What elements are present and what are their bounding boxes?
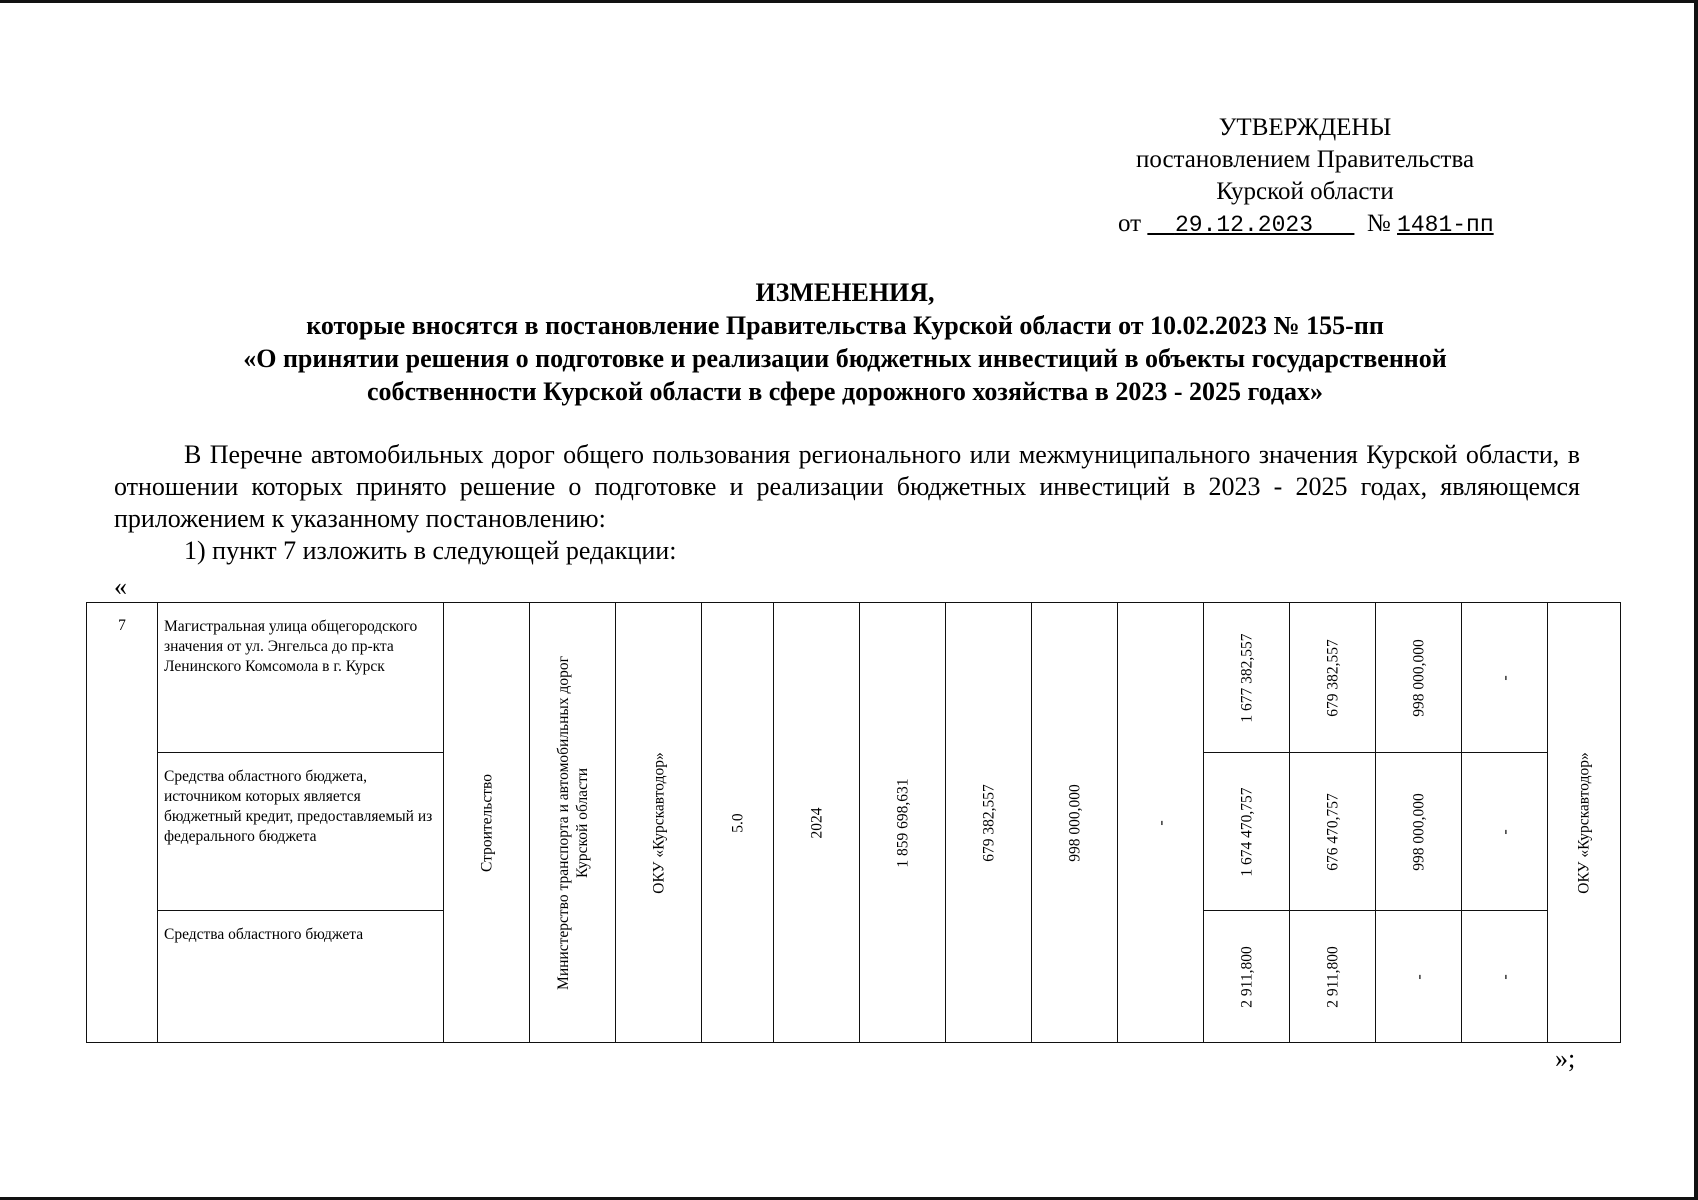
title-line-2: которые вносятся в постановление Правительства Курской области от 10.02.2023 № 155-пп <box>306 311 1384 340</box>
customer-cell <box>616 603 702 1043</box>
work-type: Строительство <box>478 773 495 872</box>
y2024-credit: 998 000,000 <box>1410 792 1427 871</box>
approval-stamp <box>1090 112 1520 241</box>
y2025-credit: - <box>1496 828 1513 835</box>
y2023-regional: 2 911,800 <box>1324 945 1341 1008</box>
limit-2023: 679 382,557 <box>980 783 997 862</box>
limit-2023-cell <box>946 603 1032 1043</box>
capacity: 5.0 <box>729 812 746 833</box>
limit-2025-cell <box>1118 603 1204 1043</box>
quote-close: »; <box>1555 1044 1576 1073</box>
y2024-regional-cell <box>1376 911 1462 1043</box>
body-paragraph: В Перечне автомобильных дорог общего пользования регионального или межмуниципального значения Курской области, в отношении которых принято решение о подготовке и реализации бюджетных инвестиций в 2023 - 2025 годах, являющемся приложением к указанному постановлению: <box>114 440 1580 533</box>
object-name-cell: Магистральная улица общегородского значения от ул. Энгельса до пр-кта Ленинского Комсомола в г. Курск <box>158 603 444 753</box>
year-cell <box>774 603 860 1043</box>
body-item: 1) пункт 7 изложить в следующей редакции: <box>184 536 677 565</box>
y2025-regional-cell <box>1462 911 1548 1043</box>
y2024-regional: - <box>1410 973 1427 980</box>
y2025-all: - <box>1496 674 1513 681</box>
ministry-cell <box>530 603 616 1043</box>
total-credit-cell <box>1204 753 1290 911</box>
y2024-credit-cell <box>1376 753 1462 911</box>
roads-table <box>86 602 1621 1043</box>
y2023-all-cell <box>1290 603 1376 753</box>
source-credit-cell: Средства областного бюджета, источником которых является бюджетный кредит, предоставляемый из федерального бюджета <box>158 753 444 911</box>
y2023-credit: 676 470,757 <box>1324 792 1341 871</box>
title-line-1: ИЗМЕНЕНИЯ, <box>755 278 935 307</box>
limit-2025: - <box>1152 819 1169 826</box>
estimated-cost-cell <box>860 603 946 1043</box>
y2025-credit-cell <box>1462 753 1548 911</box>
title-line-3: «О принятии решения о подготовке и реализации бюджетных инвестиций в объекты государственной <box>243 344 1447 373</box>
y2025-regional: - <box>1496 973 1513 980</box>
source-regional-cell: Средства областного бюджета <box>158 911 444 1043</box>
limit-2024: 998 000,000 <box>1066 783 1083 862</box>
work-type-cell <box>444 603 530 1043</box>
title-line-4: собственности Курской области в сфере дорожного хозяйства в 2023 - 2025 годах» <box>366 377 1324 406</box>
total-regional: 2 911,800 <box>1238 945 1255 1008</box>
total-all: 1 677 382,557 <box>1238 632 1255 723</box>
customer: ОКУ «Курскавтодор» <box>650 751 667 894</box>
total-credit: 1 674 470,757 <box>1238 786 1255 877</box>
approval-line-1: постановлением Правительства <box>1135 146 1475 173</box>
capacity-cell <box>702 603 774 1043</box>
approval-line-2: Курской области <box>1216 178 1394 205</box>
y2023-regional-cell <box>1290 911 1376 1043</box>
row-number: 7 <box>87 603 158 1043</box>
developer: ОКУ «Курскавтодор» <box>1575 751 1593 894</box>
number-label: № <box>1366 210 1391 237</box>
page-border-top <box>0 0 1698 3</box>
approval-heading: УТВЕРЖДЕНЫ <box>1218 114 1392 141</box>
page-border-right <box>1694 0 1698 1200</box>
y2024-all: 998 000,000 <box>1410 638 1427 717</box>
estimated-cost: 1 859 698,631 <box>894 777 911 868</box>
limit-2024-cell <box>1032 603 1118 1043</box>
total-all-cell <box>1204 603 1290 753</box>
approval-date-line <box>1090 208 1520 241</box>
from-label: от <box>1118 210 1142 237</box>
y2024-all-cell <box>1376 603 1462 753</box>
ministry: Министерство транспорта и автомобильных дорог Курской области <box>554 655 591 990</box>
body-text <box>114 439 1580 567</box>
total-regional-cell <box>1204 911 1290 1043</box>
developer-cell <box>1548 603 1621 1043</box>
y2025-all-cell <box>1462 603 1548 753</box>
document-title <box>110 276 1580 408</box>
quote-open: « <box>114 572 127 601</box>
commissioning-year: 2024 <box>808 807 825 838</box>
y2023-credit-cell <box>1290 753 1376 911</box>
y2023-all: 679 382,557 <box>1324 638 1341 717</box>
approval-number: 1481-пп <box>1397 212 1494 238</box>
approval-date: 29.12.2023 <box>1174 212 1313 238</box>
